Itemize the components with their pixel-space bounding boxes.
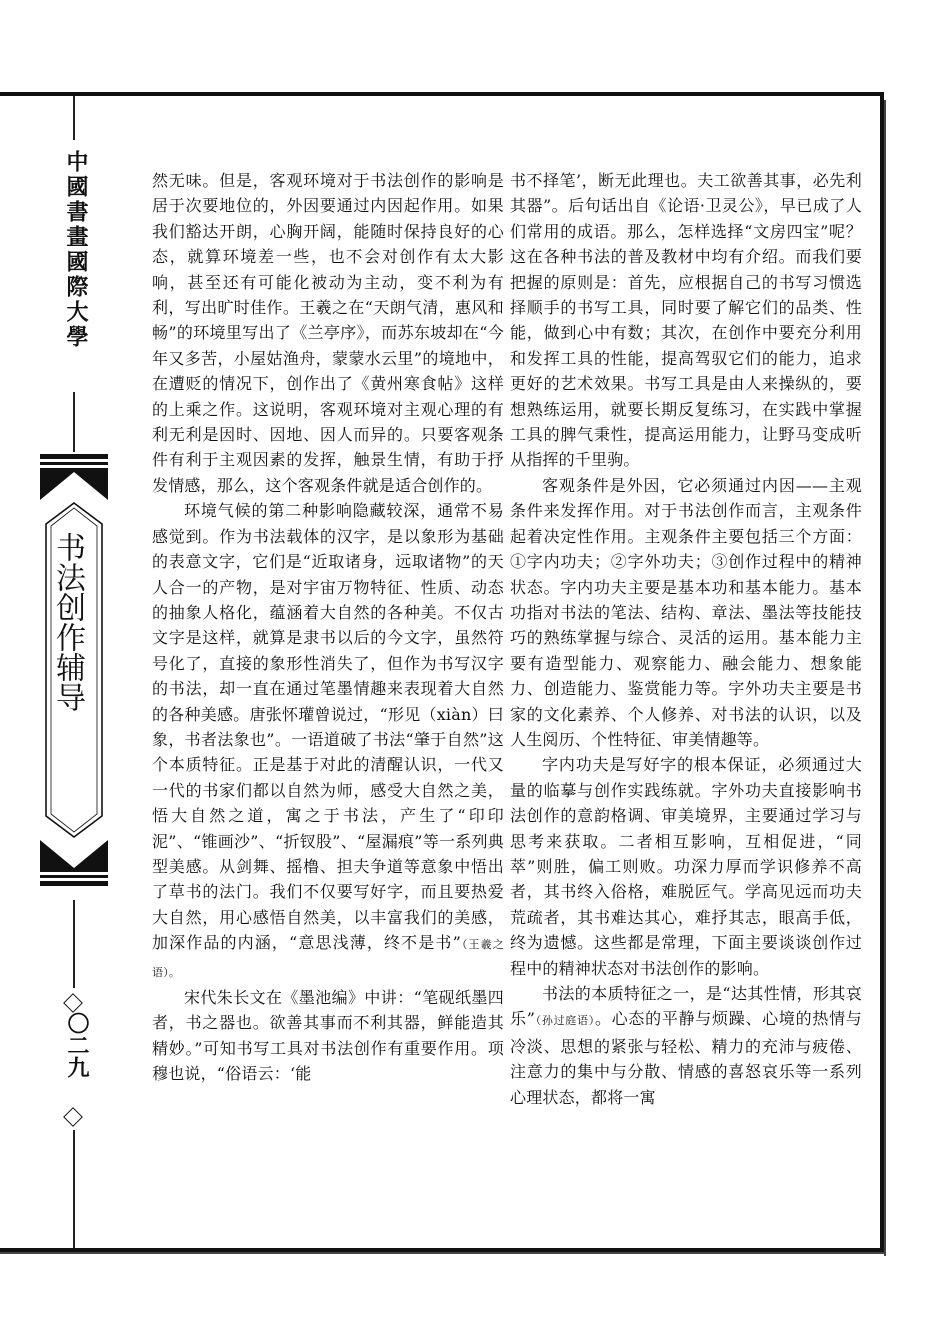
frame-shadow-right bbox=[884, 100, 886, 1256]
paragraph-text: 环境气候的第二种影响隐藏较深，通常不易感觉到。作为书法载体的汉字，是以象形为基础的表意文字，它们是“近取诸身，远取诸物”的天人合一的产物，是对宇宙万物特征、性质、动态的抽象人格化，蕴涵着大自然的各种美。不仅古文字是这样，就算是隶书以后的今文字，虽然符号化了，直接的象形性消失了，但作为书写汉字的书法，却一直在通过笔墨情趣来表现着大自然的各种美感。唐张怀瓘曾说过，“形见（xiàn）曰象，书者法象也”。一语道破了书法“肇于自然”这个本质特征。正是基于对此的清醒认识，一代又一代的书家们都以自然为师，感受大自然之美，悟大自然之道，寓之于书法，产生了“印印泥”、“锥画沙”、“折钗股”、“屋漏痕”等一系列典型美感。从剑舞、摇橹、担夫争道等意象中悟出了草书的法门。我们不仅要写好字，而且要热爱大自然，用心感悟自然美，以丰富我们的美感，加深作品的内涵，“意思浅薄，终不是书” bbox=[152, 501, 504, 953]
rail-line-lower bbox=[73, 900, 75, 988]
rail-line-upper bbox=[73, 392, 75, 452]
university-title: 中國書畫國際大學 bbox=[63, 150, 88, 350]
citation-note: （孙过庭语） bbox=[535, 1014, 595, 1028]
paragraph bbox=[510, 168, 862, 473]
diamond-bottom-icon bbox=[63, 1107, 83, 1127]
ornament-bar-thin bbox=[40, 462, 108, 465]
paragraph-text: 宋代朱长文在《墨池编》中讲：“笔砚纸墨四者，书之器也。欲善其事而不利其器，鲜能造其精妙。”可知书写工具对书法创作有重要作用。项穆也说，“俗语云：‘能 bbox=[152, 988, 504, 1084]
rail-line-top bbox=[73, 96, 75, 140]
paragraph-text: 字内功夫是写好字的根本保证，必须通过大量的临摹与创作实践练就。字外功夫直接影响书法创作的意韵格调、审美境界，主要通过学习与思考来获取。二者相互影响，互相促进，“同萃”则胜，偏工则败。功深力厚而学识修养不高者，其书终入俗格，难脱匠气。学高见远而功夫荒疏者，其书难达其心，难抒其志，眼高手低，终为遗憾。这些都是常理，下面主要谈谈创作过程中的精神状态对书法创作的影响。 bbox=[510, 755, 862, 978]
ornament-bar-thin bbox=[40, 875, 108, 878]
frame-shadow-bottom bbox=[0, 1252, 886, 1254]
paragraph bbox=[510, 473, 862, 752]
citation-note: （王羲之语）。 bbox=[152, 938, 504, 979]
paragraph bbox=[510, 981, 862, 1110]
section-title: 书法创作辅导 bbox=[50, 532, 85, 712]
ornament-chevron-top-icon bbox=[40, 468, 108, 500]
ornament-bar bbox=[40, 454, 108, 459]
paragraph bbox=[152, 985, 504, 1087]
paragraph-text: 书法的本质特征之一，是“达其性情，形其哀乐” bbox=[510, 984, 862, 1029]
paragraph-text: 。心态的平静与烦躁、心境的热情与冷淡、思想的紧张与轻松、精力的充沛与疲倦、注意力的集中与分散、情感的喜怒哀乐等一系列心理状态，都将一寓 bbox=[510, 1009, 862, 1107]
frame-top-border bbox=[0, 92, 884, 96]
paragraph-text: 客观条件是外因，它必须通过内因——主观条件来发挥作用。对于书法创作而言，主观条件起着决定性作用。主观条件主要包括三个方面：①字内功夫；②字外功夫；③创作过程中的精神状态。字内功夫主要是基本功和基本能力。基本功指对书法的笔法、结构、章法、墨法等技能技巧的熟练掌握与综合、灵活的运用。基本能力主要有造型能力、观察能力、融会能力、想象能力、创造能力、鉴赏能力等。字外功夫主要是书家的文化素养、个人修养、对书法的认识，以及人生阅历、个性特征、审美情趣等。 bbox=[510, 475, 862, 749]
paragraph-text: 书不择笔’，断无此理也。夫工欲善其事，必先利其器”。后句话出自《论语·卫灵公》，早已成了人们常用的成语。那么，怎样选择“文房四宝”呢？这在各种书法的普及教材中均有介绍。而我们要把握的原则是：首先，应根据自己的书写习惯选择顺手的书写工具，同时要了解它们的品类、性能，做到心中有数；其次，在创作中要充分利用和发挥工具的性能，提高驾驭它们的能力，追求更好的艺术效果。书写工具是由人来操纵的，要想熟练运用，就要长期反复练习，在实践中掌握工具的脾气秉性，提高运用能力，让野马变成听从指挥的千里驹。 bbox=[510, 171, 862, 470]
text-column-left bbox=[152, 168, 504, 1087]
rail-line-bottom bbox=[73, 1130, 75, 1248]
page-number: 〇二九 bbox=[64, 1012, 89, 1078]
diamond-top-icon bbox=[63, 993, 83, 1013]
ornament-bar bbox=[40, 881, 108, 886]
paragraph-text: 然无味。但是，客观环境对于书法创作的影响是居于次要地位的，外因要通过内因起作用。如果我们豁达开朗，心胸开阔，能随时保持良好的心态，就算环境差一些，也不会对创作有太大影响，甚至还有可能化被动为主动，变不利为有利，写出旷时佳作。王羲之在“天朗气清，惠风和畅”的环境里写出了《兰亭序》，而苏东坡却在“今年又多苦，小屋姑渔舟，蒙蒙水云里”的境地中，在遭贬的情况下，创作出了《黄州寒食帖》这样的上乘之作。这说明，客观环境对主观心理的有利无利是因时、因地、因人而异的。只要客观条件有利于主观因素的发挥，触景生情，有助于抒发情感，那么，这个客观条件就是适合创作的。 bbox=[152, 171, 504, 495]
ornament-chevron-bottom-icon bbox=[40, 840, 108, 872]
text-column-right bbox=[510, 168, 862, 1110]
paragraph bbox=[152, 168, 504, 498]
paragraph bbox=[152, 498, 504, 985]
paragraph bbox=[510, 752, 862, 981]
